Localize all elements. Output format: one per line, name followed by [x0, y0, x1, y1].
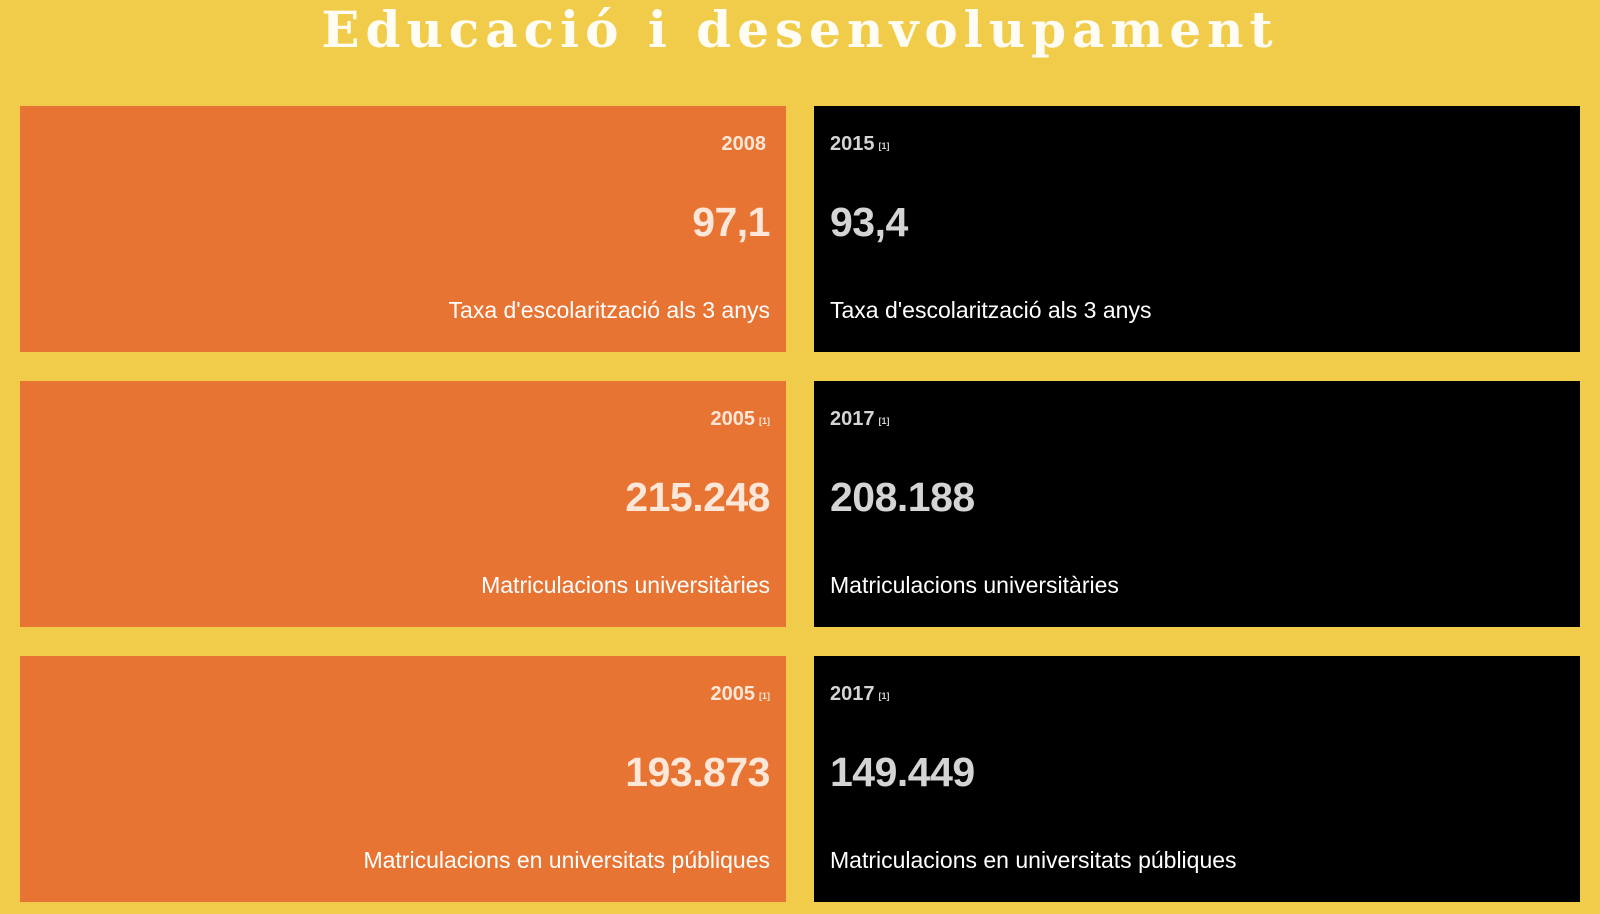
stat-year — [36, 407, 770, 433]
footnote-link[interactable]: [1] — [759, 691, 770, 701]
footnote-link[interactable]: [1] — [878, 691, 890, 701]
footnote-link[interactable]: [1] — [759, 416, 770, 426]
stats-grid — [20, 106, 1580, 902]
year-text: 2017 — [830, 408, 875, 430]
year-text: 2017 — [830, 683, 875, 705]
stat-label: Matriculacions en universitats públiques — [363, 847, 770, 873]
stat-card-recent — [814, 106, 1580, 352]
stat-value: 215.248 — [625, 474, 770, 520]
stat-value: 149.449 — [830, 749, 975, 795]
page-title: Educació i desenvolupament — [321, 0, 1279, 59]
stat-year — [830, 407, 1564, 433]
stat-label: Matriculacions universitàries — [481, 572, 770, 598]
stat-value: 93,4 — [830, 199, 908, 245]
stat-card-recent — [814, 656, 1580, 902]
stat-value: 97,1 — [692, 199, 770, 245]
stat-card-recent — [814, 381, 1580, 627]
stat-year — [36, 132, 770, 158]
year-text: 2015 — [830, 133, 875, 155]
stat-card-early — [20, 656, 786, 902]
stat-card-early — [20, 106, 786, 352]
year-text: 2005 — [710, 683, 755, 705]
stat-value: 193.873 — [625, 749, 770, 795]
stat-label: Matriculacions universitàries — [830, 572, 1119, 598]
stat-card-early — [20, 381, 786, 627]
year-text: 2005 — [710, 408, 755, 430]
stat-year — [830, 132, 1564, 158]
stat-value: 208.188 — [830, 474, 975, 520]
footnote-link[interactable]: [1] — [878, 141, 890, 151]
footnote-link[interactable]: [1] — [878, 416, 890, 426]
stat-year — [36, 682, 770, 708]
stat-label: Taxa d'escolarització als 3 anys — [830, 297, 1152, 323]
year-text: 2008 — [721, 133, 766, 155]
stat-label: Matriculacions en universitats públiques — [830, 847, 1237, 873]
stat-label: Taxa d'escolarització als 3 anys — [448, 297, 770, 323]
stat-year — [830, 682, 1564, 708]
